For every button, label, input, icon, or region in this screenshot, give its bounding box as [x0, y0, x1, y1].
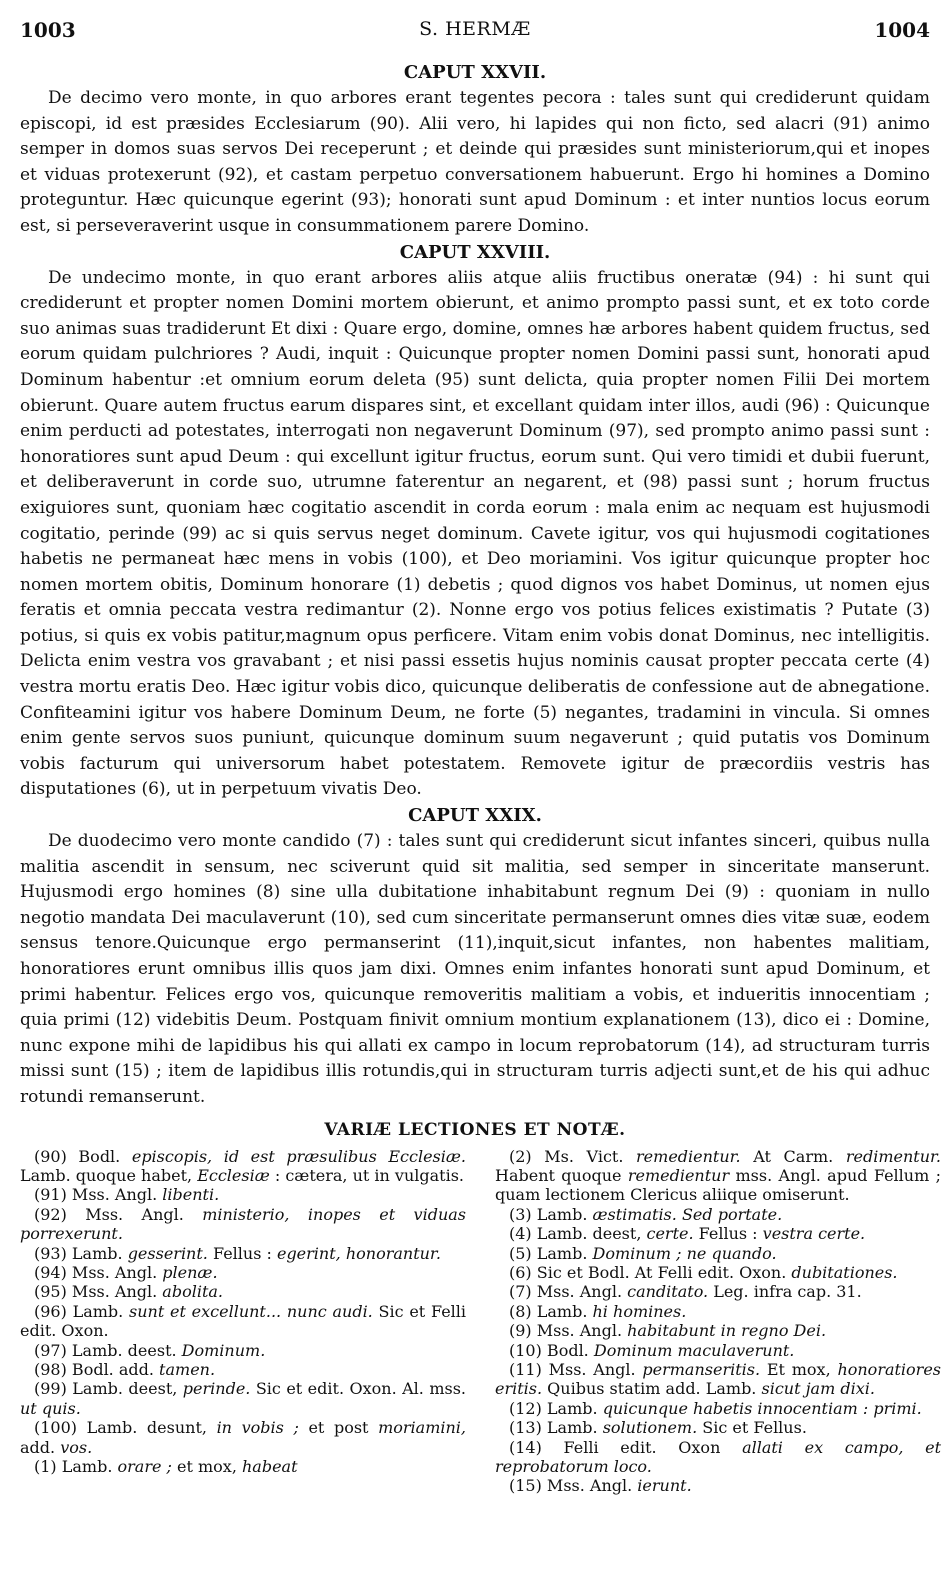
note-item: [20, 1302, 466, 1341]
note-text: (96) Lamb.: [34, 1301, 130, 1321]
main-text: [20, 60, 942, 1496]
note-italic-text: plenæ.: [162, 1263, 218, 1282]
note-item: [20, 1205, 466, 1244]
note-text: Sic et edit. Oxon. Al. mss.: [250, 1379, 467, 1399]
page-header: [20, 18, 930, 48]
note-text: mss. Angl. apud Fellum ; quam lectionem Clericus aliique omiserunt.: [495, 1165, 941, 1205]
notes-title: VARIÆ LECTIONES ET NOTÆ.: [324, 1119, 626, 1140]
note-italic-text: perinde.: [182, 1379, 251, 1399]
note-italic-text: hi homines.: [592, 1301, 687, 1321]
note-text: (99) Lamb. deest,: [34, 1379, 183, 1399]
note-text: (11) Mss. Angl.: [509, 1360, 643, 1380]
caput-xxvii-title: CAPUT XXVII.: [403, 62, 547, 83]
note-item: [20, 1185, 466, 1204]
note-italic-text: remedientur.: [636, 1146, 741, 1166]
note-text: Fellus :: [693, 1224, 763, 1244]
note-item: [495, 1341, 941, 1360]
note-text: et mox,: [171, 1457, 242, 1477]
note-text: (10) Bodl.: [509, 1340, 594, 1360]
note-italic-text: canditato.: [627, 1282, 709, 1302]
note-text: (4) Lamb. deest,: [509, 1224, 647, 1244]
note-text: et post: [298, 1418, 379, 1438]
note-italic-text: redimentur.: [845, 1146, 941, 1166]
left-page-number: 1003: [20, 18, 76, 42]
note-item: [495, 1302, 941, 1321]
note-text: add.: [20, 1437, 61, 1457]
note-item: [495, 1399, 941, 1418]
note-italic-text: habitabunt in regno Dei.: [627, 1321, 827, 1341]
note-italic-text: vestra certe.: [762, 1224, 866, 1244]
running-title: S. HERMÆ: [419, 18, 531, 40]
note-italic-text: abolita.: [162, 1282, 223, 1302]
right-page-number: 1004: [874, 18, 930, 42]
note-italic-text: in vobis ;: [216, 1418, 299, 1438]
note-text: (1) Lamb.: [34, 1457, 118, 1477]
note-item: [495, 1282, 941, 1301]
note-italic-text: ministerio, inopes et viduas porrexerunt.: [20, 1204, 466, 1244]
note-item: [495, 1147, 941, 1205]
note-text: (97) Lamb. deest.: [34, 1340, 182, 1360]
note-italic-text: ierunt.: [637, 1476, 692, 1496]
note-text: (8) Lamb.: [509, 1301, 593, 1321]
caput-xxvii-text: De decimo vero monte, in quo arbores erant tegentes pecora : tales sunt qui crediderunt quidam episcopi, id est præsides Ecclesiarum (90). Alii vero, hi lapides qui non ficto, sed alacri (91) animo semper in domos suas servos Dei receperunt ; et deinde qui præsides sunt ministeriorum,qui et inopes et viduas protexerunt (92), et castam perpetuo conversationem habuerunt. Ergo hi homines a Domino proteguntur. Hæc quicunque egerint (93); honorati sunt apud Dominum : et inter nuntios locus eorum est, si perseveraverint usque in consummationem parere Domino.: [20, 88, 930, 236]
note-italic-text: remedientur: [627, 1165, 730, 1185]
note-italic-text: permanseritis.: [642, 1360, 761, 1380]
note-text: (15) Mss. Angl.: [509, 1476, 638, 1496]
note-italic-text: libenti.: [162, 1185, 220, 1205]
note-text: (98) Bodl. add.: [34, 1360, 160, 1380]
note-text: (100) Lamb. desunt,: [34, 1418, 217, 1438]
notes-right-column: [495, 1147, 941, 1496]
note-italic-text: Dominum ; ne quando.: [592, 1243, 777, 1263]
note-italic-text: vos.: [60, 1437, 93, 1457]
note-text: (13) Lamb.: [509, 1418, 603, 1438]
caput-xxix-text: De duodecimo vero monte candido (7) : tales sunt qui crediderunt sicut infantes sinceri, quibus nulla malitia ascendit in sensum, nec sciverunt quid sit malitia, sed semper in sinceritate manserunt. Hujusmodi ergo homines (8) sine ulla dubitatione inhabitabunt regnum Dei (9) : quoniam in nullo negotio mandata Dei maculaverunt (10), sed cum sinceritate permanserunt omnes dies vitæ suæ, eodem sensus tenore.Quicunque ergo permanserint (11),inquit,sicut infantes, non habentes malitiam, honoratiores erunt omnibus illis quos jam dixi. Omnes enim infantes honorati sunt apud Dominum, et primi habentur. Felices ergo vos, quicunque removeritis malitiam a vobis, et indueritis innocentiam ; quia primi (12) videbitis Deum. Postquam finivit omnium montium explanationem (13), dico ei : Domine, nunc expone mihi de lapidibus his qui allati ex campo in locum reprobatorum (14), ad structuram turris missi sunt (15) ; item de lapidibus illis rotundis,qui in structuram turris adjecti sunt,et de his qui adhuc rotundi remanserunt.: [20, 831, 930, 1107]
note-text: Sic et Felli edit. Oxon.: [20, 1301, 467, 1341]
note-italic-text: Dominum maculaverunt.: [593, 1340, 795, 1360]
notes-left-column: [20, 1147, 466, 1477]
note-italic-text: Ecclesiæ: [197, 1165, 270, 1185]
note-text: (2) Ms. Vict.: [509, 1146, 637, 1166]
note-text: Leg. infra cap. 31.: [708, 1282, 862, 1302]
note-item: [495, 1418, 941, 1437]
caput-xxviii-text: De undecimo monte, in quo erant arbores aliis atque aliis fructibus oneratæ (94) : hi sunt qui crediderunt et propter nomen Domini mortem obierunt, et animo prompto passi sunt, et ex toto corde suo animas suas tradiderunt Et dixi : Quare ergo, domine, omnes hæ arbores habent quidem fructus, sed eorum quidam pulchriores ? Audi, inquit : Quicunque propter nomen Domini passi sunt, honorati apud Dominum habentur :et omnium eorum deleta (95) sunt delicta, quia propter nomen Filii Dei mortem obierunt. Quare autem fructus earum dispares sint, et excellant quidam inter illos, audi (96) : Quicunque enim perducti ad potestates, interrogati non negaverunt Dominum (97), sed prompto animo passi sunt : honoratiores sunt apud Deum : qui excellunt igitur fructus, eorum sunt. Qui vero timidi et dubii fuerunt, et deliberaverunt in corde suo, utrumne faterentur an negarent, et (98) passi sunt ; horum fructus exiguiores sunt, quoniam hæc cogitatio ascendit in corda eorum : mala enim ac nequam est hujusmodi cogitatio, perinde (99) ac si quis servus neget dominum. Cavete igitur, vos qui hujusmodi cogitationes habetis ne permaneat hæc mens in vobis (100), et Deo moriamini. Vos igitur quicunque propter hoc nomen mortem obitis, Dominum honorare (1) debetis ; quod dignos vos habet Dominus, ut nomen ejus feratis et omnia peccata vestra redimantur (2). Nonne ergo vos potius felices existimatis ? Putate (3) potius, si quis ex vobis patitur,magnum opus perficere. Vitam enim vobis donat Dominus, nec intelligitis. Delicta enim vestra vos gravabant ; et nisi passi essetis hujus nominis causat propter peccata certe (4) vestra mortu eratis Deo. Hæc igitur vobis dico, quicunque deliberatis de confessione aut de abnegatione. Confiteamini igitur vos habere Dominum Deum, ne forte (5) negantes, tradamini in vincula. Si omnes enim gente servos suos puniunt, quicunque dominum suum negaverunt ; quid putatis vos Dominum vobis facturum qui universorum habet potestatem. Removete igitur de præcordiis vestris has disputationes (6), ut in perpetuum vivatis Deo.: [20, 267, 930, 800]
note-italic-text: solutionem.: [602, 1418, 698, 1438]
note-text: (5) Lamb.: [509, 1243, 593, 1263]
note-item: [20, 1282, 466, 1301]
note-italic-text: Dominum.: [181, 1340, 266, 1360]
note-item: [20, 1360, 466, 1379]
note-text: Et mox,: [760, 1360, 838, 1380]
note-text: (3) Lamb.: [509, 1204, 593, 1224]
note-italic-text: egerint, honorantur.: [276, 1243, 441, 1263]
note-item: [495, 1263, 941, 1282]
caput-xxix-title: CAPUT XXIX.: [408, 805, 542, 827]
note-item: [20, 1244, 466, 1263]
note-text: (94) Mss. Angl.: [34, 1263, 163, 1282]
note-item: [20, 1341, 466, 1360]
note-item: [20, 1418, 466, 1457]
note-italic-text: habeat: [242, 1457, 298, 1477]
note-text: Sic et Fellus.: [697, 1418, 807, 1438]
note-item: [495, 1244, 941, 1263]
note-text: Habent quoque: [495, 1165, 628, 1185]
note-italic-text: dubitationes.: [791, 1263, 898, 1282]
note-italic-text: sunt et excellunt... nunc audi.: [129, 1301, 373, 1321]
note-italic-text: honoratiores eritis.: [495, 1360, 942, 1399]
note-item: [495, 1476, 941, 1495]
note-italic-text: quicunque habetis innocentiam : primi.: [602, 1398, 922, 1418]
note-item: [495, 1224, 941, 1243]
note-italic-text: orare ;: [117, 1457, 172, 1477]
note-text: (95) Mss. Angl.: [34, 1282, 163, 1302]
note-text: At Carm.: [740, 1146, 846, 1166]
note-italic-text: gesserint.: [127, 1243, 208, 1263]
note-text: Lamb. quoque habet,: [20, 1165, 198, 1185]
note-italic-text: sicut jam dixi.: [761, 1379, 875, 1399]
note-item: [495, 1438, 941, 1477]
note-text: (14) Felli edit. Oxon: [509, 1437, 743, 1457]
note-text: (9) Mss. Angl.: [509, 1321, 628, 1341]
note-text: (12) Lamb.: [509, 1398, 603, 1418]
note-text: (92) Mss. Angl.: [34, 1204, 203, 1224]
caput-xxviii-title: CAPUT XXVIII.: [399, 241, 551, 263]
note-text: (91) Mss. Angl.: [34, 1185, 163, 1205]
note-text: (7) Mss. Angl.: [509, 1282, 628, 1302]
note-text: Fellus :: [207, 1243, 277, 1263]
note-italic-text: moriamini,: [378, 1418, 466, 1438]
note-text: (90) Bodl.: [34, 1146, 132, 1166]
note-text: (6) Sic et Bodl. At Felli edit. Oxon.: [509, 1263, 792, 1282]
note-item: [20, 1379, 466, 1418]
note-item: [495, 1360, 941, 1399]
note-text: : cætera, ut in vulgatis.: [269, 1165, 464, 1185]
note-item: [20, 1263, 466, 1282]
note-text: (93) Lamb.: [34, 1243, 128, 1263]
note-italic-text: tamen.: [159, 1360, 216, 1380]
note-italic-text: ut quis.: [20, 1398, 81, 1418]
note-item: [20, 1457, 466, 1476]
note-item: [20, 1147, 466, 1186]
note-text: Quibus statim add. Lamb.: [542, 1379, 762, 1399]
note-italic-text: episcopis, id est præsulibus Ecclesiæ.: [131, 1146, 466, 1166]
note-item: [495, 1205, 941, 1224]
note-italic-text: certe.: [646, 1224, 694, 1244]
note-italic-text: æstimatis. Sed portate.: [592, 1204, 783, 1224]
note-italic-text: allati ex campo, et reprobatorum loco.: [495, 1437, 942, 1477]
note-item: [495, 1321, 941, 1340]
